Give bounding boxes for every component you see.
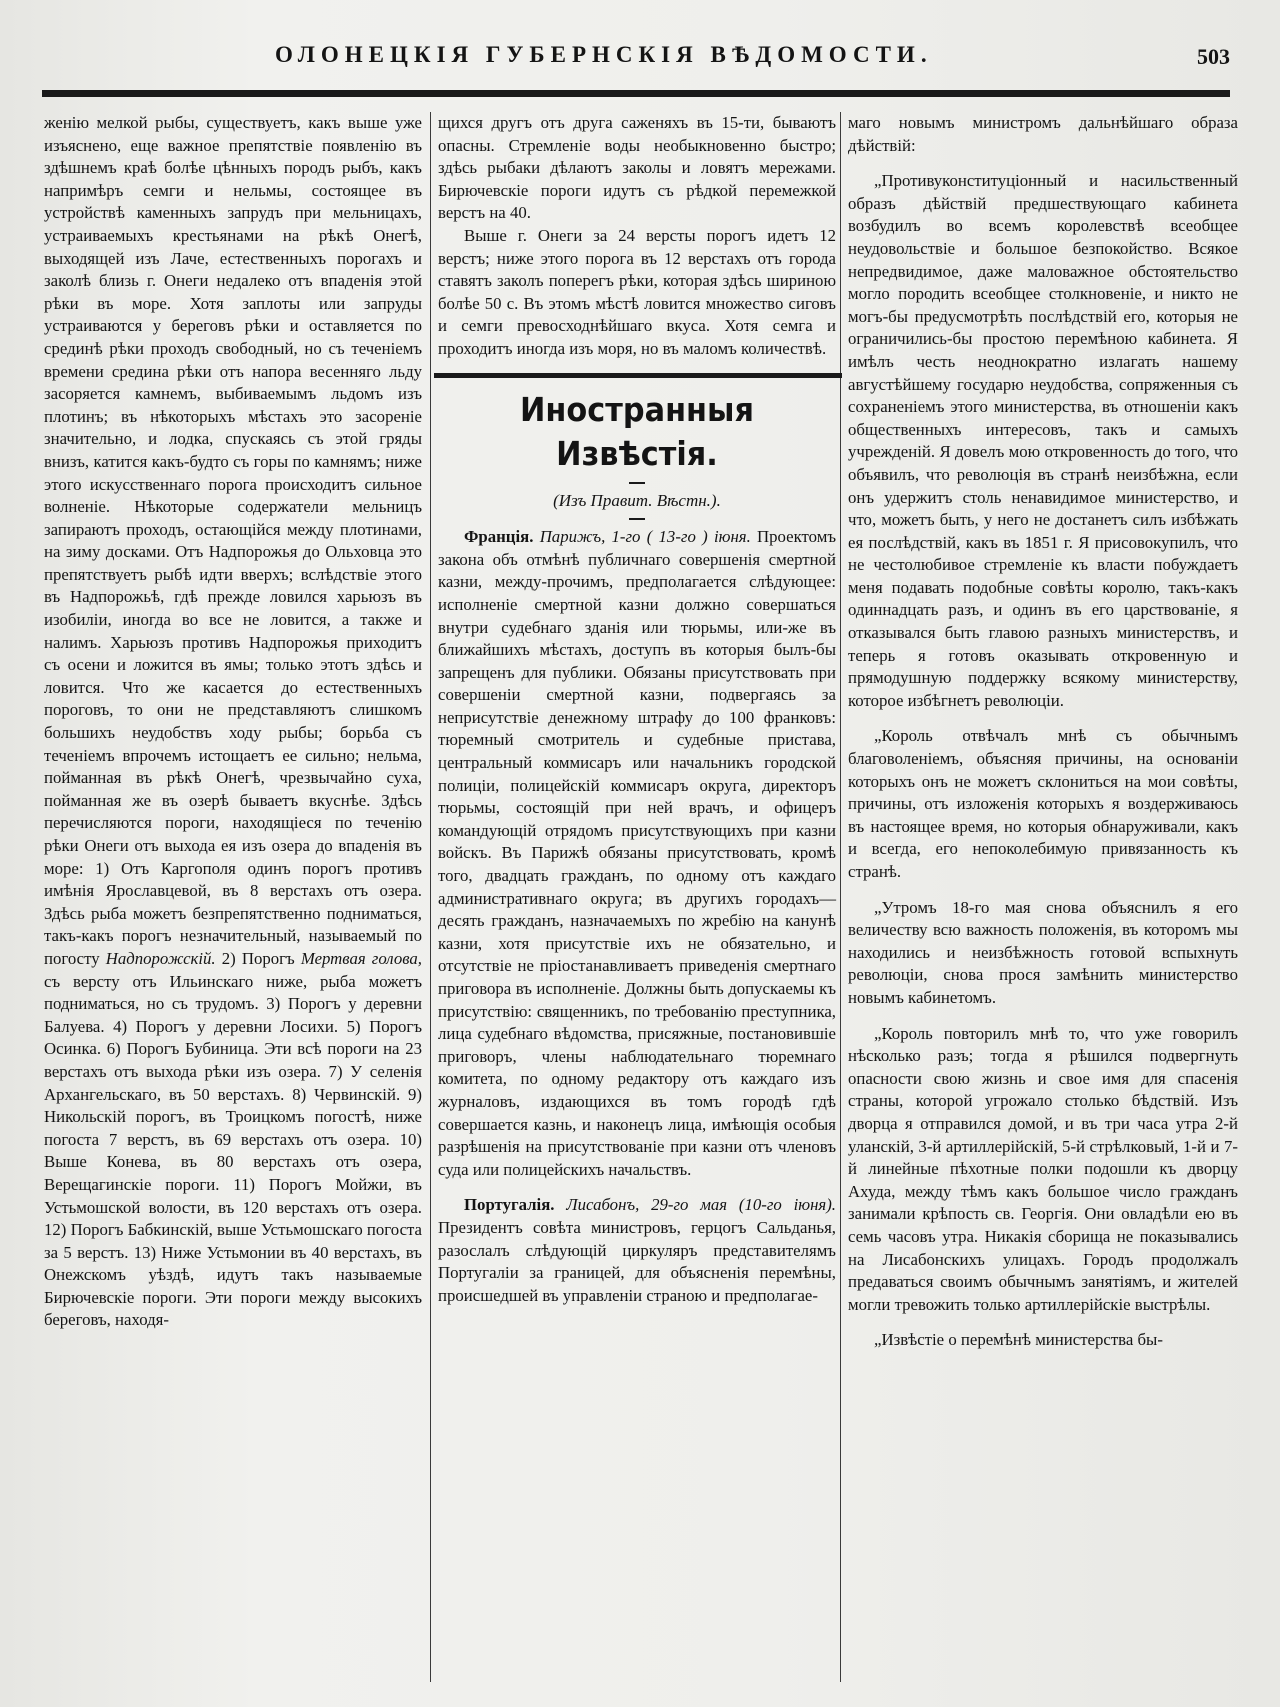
section-rule <box>434 373 842 378</box>
running-title: ОЛОНЕЦКІЯ ГУБЕРНСКІЯ ВѢДОМОСТИ. <box>275 42 933 67</box>
column-1 <box>44 112 422 1332</box>
portugal-dateline: Лисабонъ, 29-го мая (10-го іюня). <box>566 1195 836 1215</box>
column-1-text-cont: 2) Порогъ <box>221 948 295 968</box>
portugal-text: Президентъ совѣта министровъ, герцогъ Сальданья, разослалъ слѣдующій циркуляръ представителямъ Португаліи за границей, для объясненія перемѣны, происшедшей въ управленіи страною и предполагае- <box>438 1217 836 1305</box>
portugal-news <box>438 1194 836 1307</box>
france-text: Проектомъ закона объ отмѣнѣ публичнаго совершенія смертной казни, между-прочимъ, предполагается слѣдующее: исполненіе смертной казни должно совершаться внутри судебнаго зданія или тюрьмы, или-же въ ближайшихъ мѣстахъ, доступъ въ которыя былъ-бы запрещенъ для публики. Обязаны присутствовать при совершеніи смертной казни, подвергаясь за неприсутствіе денежному штрафу до 100 франковъ: тюремный смотритель и судебные пристава, центральный коммисаръ или начальникъ городской полиціи, полицейскій коммисаръ округа, директоръ тюрьмы, состоящій при ней врачъ, и офицеръ командующій отрядомъ присутствующихъ при казни войскъ. Въ Парижѣ обязаны присутствовать, кромѣ того, двадцать гражданъ, по одному отъ каждаго административнаго округа; въ другихъ городахъ— десять гражданъ, назначаемыхъ по жребію на канунѣ казни, хотя присутствіе ихъ не обязательно, и отсутствіе не пріостанавливаетъ приведенія смертнаго приговора въ исполненіе. Должны быть допускаемы къ присутствію: священникъ, по требованію преступника, лица судебнаго вѣдомства, присяжные, постановившіе приговоръ, члены наблюдательнаго тюремнаго комитета, по одному редактору отъ каждаго изъ журналовъ, издающихся въ томъ городѣ гдѣ совершается казнь, и наконецъ лица, имѣющія особыя разрѣшенія на присутствованіе при казни отъ членовъ суда или полицейскихъ начальствъ. <box>438 527 836 1179</box>
portugal-place: Португалія. <box>464 1195 555 1215</box>
column-3-paragraph-6: „Извѣстіе о перемѣнѣ министерства бы- <box>874 1330 1163 1350</box>
page-number: 503 <box>1197 44 1230 69</box>
column-1-paragraph <box>44 112 422 1332</box>
page-header <box>40 38 1230 78</box>
column-2-paragraph-2: Выше г. Онеги за 24 версты порогъ идетъ 12 верстъ; ниже этого порога въ 12 верстахъ отъ города ставятъ заколъ поперегъ рѣки, которая здѣсь шириною болѣе 50 с. Въ этомъ мѣстѣ ловится множество сиговъ и семги превосходнѣйшаго вкуса. Хотя семга и проходитъ иногда изъ моря, но въ маломъ количествѣ. <box>438 225 836 358</box>
column-3-paragraph-2: „Противуконституціонный и насильственный образъ дѣйствій предшествующаго кабинета возбудилъ во всемъ королевствѣ всеобщее неудовольствіе и большое безпокойство. Всякое непредвидимое, даже маловажное обстоятельство могло породить всеобщее столкновеніе, и никто не могъ-бы предусмотрѣть послѣдствій его, которыя не ограничились-бы простою перемѣною кабинета. Я имѣлъ честь неоднократно излагать нашему августѣйшему государю неудобства, сопряженныя съ сохраненіемъ этого министерства, въ отношеніи какъ общественныхъ интересовъ, такъ и самыхъ учрежденій. Я довелъ мою откровенность до того, что объявилъ, что революція въ странѣ неизбѣжна, если онъ удержитъ столь ненавидимое министерство, и что, можетъ быть, у него не достанетъ силъ избѣжать ея послѣдствій, какъ въ 1851 г. Я присовокупилъ, что не честолюбивое стремленіе къ власти побуждаетъ меня подавать подобные совѣты королю, такъ-какъ одиннадцать разъ, и одинъ въ его царствованіе, я отказывался быть главою разныхъ министерствъ, и теперь я готовъ оказывать откровенную и прямодушную поддержку всякому министерству, которое избѣгнетъ революціи. <box>848 171 1238 710</box>
column-divider-1 <box>430 112 431 1682</box>
column-3-paragraph-5: „Король повторилъ мнѣ то, что уже говорилъ нѣсколько разъ; тогда я рѣшился подвергнуть опасности свою жизнь и свое имя для спасенія страны, которой угрожало столько бѣдствій. Изъ дворца я отправился домой, и въ три часа утра 2-й уланскій, 3-й артиллерійскій, 5-й стрѣлковый, 1-й и 7-й линейные пѣхотные полки подошли къ дворцу Ахуда, между тѣмъ какъ большое число гражданъ занимали крѣпость св. Георгія. Они овладѣли ею въ семь часовъ утра. Никакія сборища не показывались на Лисабонскихъ улицахъ. Городъ продолжалъ предаваться своимъ обычнымъ занятіямъ, и жителей могли тревожить только артиллерійскіе выстрѣлы. <box>848 1023 1238 1314</box>
column-divider-2 <box>840 112 841 1682</box>
column-3-paragraph-1: маго новымъ министромъ дальнѣйшаго образа дѣйствій: <box>848 113 1238 155</box>
column-1-text: женію мелкой рыбы, существуетъ, какъ выше уже изъяснено, еще важное препятствіе появленію въ здѣшнемъ краѣ болѣе цѣнныхъ породъ рыбъ, какъ напримѣръ семги и нельмы, состоящее въ устройствѣ каменныхъ запрудъ при мельницахъ, устраиваемыхъ крестьянами на рѣкѣ Онегѣ, выходящей изъ Лаче, естественныхъ порогахъ и заколѣ близь г. Онеги недалеко отъ впаденія этой рѣки въ море. Хотя заплоты или запруды устраиваются у береговъ рѣки и оставляется по срединѣ рѣки проходъ свободный, но съ теченіемъ времени средина рѣки отъ напора весенняго льду засоряется камнемъ, выбиваемымъ льдомъ изъ плотинъ; въ нѣкоторыхъ мѣстахъ это засореніе значительно, и лодка, спускаясь съ этой гряды внизъ, катится какъ-будто съ горы по камнямъ; ниже этого искусственнаго порога происходитъ сильное волненіе. Нѣкоторые содержатели мельницъ запираютъ проходъ, остающійся между плотинами, на зиму досками. Отъ Надпорожья до Ольховца это препятствуетъ рыбѣ идти вверхъ; вслѣдствіе этого въ Надпорожьѣ, гдѣ прежде ловился харьюзъ въ изобиліи, иногда во все не ловится, а также и налимъ. Харьюзъ противъ Надпорожья приходитъ съ осени и ложится въ ямы; только этотъ здѣсь и ловится. Что же касается до естественныхъ пороговъ, то они не представляютъ слишкомъ большихъ неудобствъ ходу рыбы; борьба съ теченіемъ впрочемъ истощаетъ ее сильно; нельма, пойманная въ рѣкѣ Онегѣ, чрезвычайно суха, пойманная же въ озерѣ бываетъ вкуснѣе. Здѣсь перечисляются пороги, находящіеся по теченію рѣки Онеги отъ выхода ея изъ озера до впаденія въ море: 1) Отъ Каргополя одинъ порогъ противъ имѣнія Ярославцевой, въ 8 верстахъ отъ озера. Здѣсь рыба можетъ безпрепятственно подниматься, такъ-какъ порогъ незначительный, называемый по погосту <box>44 113 422 968</box>
france-news <box>438 526 836 1181</box>
short-dash <box>629 518 645 520</box>
italic-place-name-2: Мертвая голова, <box>300 948 422 968</box>
column-1-text-cont-2: съ версту отъ Ильинскаго ниже, рыба можетъ подниматься, но съ трудомъ. 3) Порогъ у деревни Балуева. 4) Порогъ у деревни Лосихи. 5) Порогъ Осинка. 6) Порогъ Бубиница. Эти всѣ пороги на 23 верстахъ отъ выхода рѣки изъ озера. 7) У селенія Архангельскаго, въ 50 верстахъ. 8) Червинскій. 9) Никольскій порогъ, въ Троицкомъ погостѣ, ниже погоста 7 верстъ, въ 69 верстахъ отъ озера. 10) Выше Конева, въ 80 верстахъ отъ озера, Верещагинскіе пороги. 11) Порогъ Мойжи, въ Устьмошской волости, въ 120 верстахъ отъ озера. 12) Порогъ Бабкинскій, выше Устьмошскаго погоста за 5 верстъ. 13) Ниже Устьмонии въ 40 верстахъ, въ Онежскомъ уѣздѣ, идутъ такъ называемые Бирючевскіе пороги. Эти пороги между высокихъ береговъ, находя- <box>44 971 422 1330</box>
column-2 <box>438 112 836 1307</box>
column-3-paragraph-3: „Король отвѣчалъ мнѣ съ обычнымъ благоволеніемъ, объясняя причины, на основаніи которыхъ онъ не можетъ склониться на мои совѣты, причины, отъ изложенія которыхъ я воздерживаюсь въ настоящее время, но которыя обнаруживали, какъ и всегда, его непоколебимую привязанность къ странѣ. <box>848 726 1238 881</box>
italic-place-name: Надпорожскій. <box>105 948 216 968</box>
column-3 <box>848 112 1238 1352</box>
source-line: (Изъ Правит. Вѣстн.). <box>553 490 721 510</box>
france-dateline: Парижъ, 1-го ( 13-го ) іюня. <box>539 527 751 547</box>
short-dash <box>629 482 645 484</box>
column-3-paragraph-4: „Утромъ 18-го мая снова объяснилъ я его величеству всю важность положенія, въ которомъ мы находились и неизбѣжность готовой вспыхнуть революціи, снова прося замѣнить министерство новымъ кабинетомъ. <box>848 897 1238 1007</box>
section-title: Иностранныя Извѣстія. <box>520 389 754 473</box>
france-place: Франція. <box>464 527 534 547</box>
header-rule <box>42 90 1230 97</box>
column-2-paragraph-1: щихся другъ отъ друга саженяхъ въ 15-ти, бываютъ опасны. Стремленіе воды необыкновенно быстро; здѣсь рыбаки дѣлаютъ заколы и ловятъ мережами. Бирючевскіе пороги идутъ съ рѣдкой перемежкой верстъ на 40. <box>438 113 836 223</box>
